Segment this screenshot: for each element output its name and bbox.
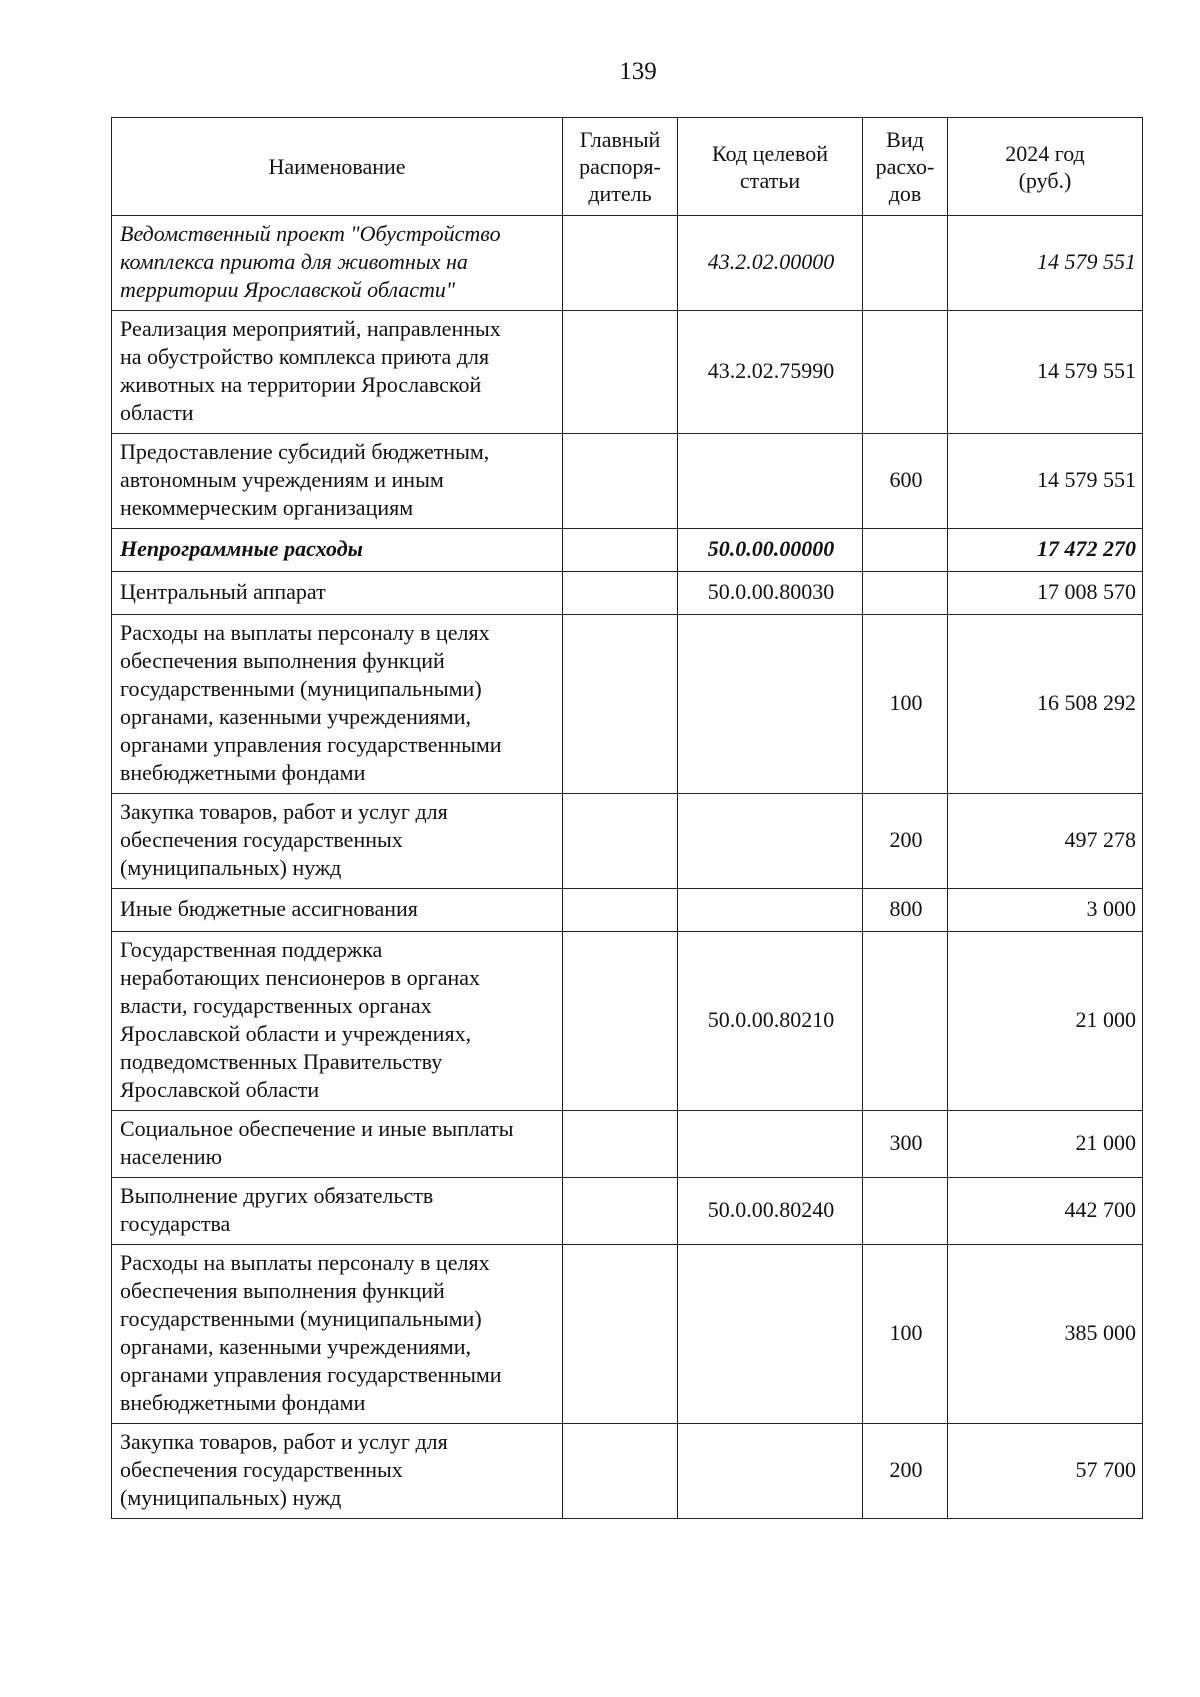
header-row <box>112 118 1143 216</box>
row-expense-type: 300 <box>863 1111 948 1178</box>
header-expense-type: Вид расхо- дов <box>863 118 948 216</box>
row-amount: 57 700 <box>948 1424 1143 1519</box>
row-name: Реализация мероприятий, направленных на обустройство комплекса приюта для животных на территории Ярославской области <box>112 311 563 434</box>
row-amount: 14 579 551 <box>948 216 1143 311</box>
row-expense-type: 200 <box>863 794 948 889</box>
row-amount: 17 472 270 <box>948 529 1143 572</box>
row-name: Выполнение других обязательств государства <box>112 1178 563 1245</box>
row-target-code: 50.0.00.80030 <box>678 572 863 615</box>
table-row <box>112 572 1143 615</box>
row-amount: 14 579 551 <box>948 311 1143 434</box>
row-amount: 14 579 551 <box>948 434 1143 529</box>
header-year-amount: 2024 год (руб.) <box>948 118 1143 216</box>
row-target-code <box>678 1245 863 1424</box>
row-main-manager <box>563 932 678 1111</box>
row-target-code: 43.2.02.00000 <box>678 216 863 311</box>
row-name: Предоставление субсидий бюджетным, автономным учреждениям и иным некоммерческим организациям <box>112 434 563 529</box>
row-target-code: 50.0.00.80210 <box>678 932 863 1111</box>
header-main-manager: Главный распоря- дитель <box>563 118 678 216</box>
row-main-manager <box>563 1245 678 1424</box>
row-main-manager <box>563 529 678 572</box>
row-amount: 17 008 570 <box>948 572 1143 615</box>
row-target-code <box>678 615 863 794</box>
row-target-code: 50.0.00.80240 <box>678 1178 863 1245</box>
row-expense-type <box>863 216 948 311</box>
table-row <box>112 1178 1143 1245</box>
row-main-manager <box>563 216 678 311</box>
row-target-code: 50.0.00.00000 <box>678 529 863 572</box>
table-row <box>112 311 1143 434</box>
row-name: Государственная поддержка неработающих пенсионеров в органах власти, государственных органах Ярославской области и учреждениях, подведомственных Правительству Ярославской области <box>112 932 563 1111</box>
row-name: Социальное обеспечение и иные выплаты населению <box>112 1111 563 1178</box>
table-row <box>112 434 1143 529</box>
row-expense-type <box>863 311 948 434</box>
row-name: Закупка товаров, работ и услуг для обеспечения государственных (муниципальных) нужд <box>112 794 563 889</box>
budget-table <box>111 117 1143 1519</box>
row-name: Иные бюджетные ассигнования <box>112 889 563 932</box>
row-name: Ведомственный проект "Обустройство комплекса приюта для животных на территории Ярославской области" <box>112 216 563 311</box>
row-main-manager <box>563 1111 678 1178</box>
header-target-code: Код целевой статьи <box>678 118 863 216</box>
row-expense-type: 200 <box>863 1424 948 1519</box>
row-target-code: 43.2.02.75990 <box>678 311 863 434</box>
table-row <box>112 1424 1143 1519</box>
row-name: Центральный аппарат <box>112 572 563 615</box>
row-main-manager <box>563 1424 678 1519</box>
row-expense-type: 800 <box>863 889 948 932</box>
row-expense-type: 100 <box>863 615 948 794</box>
row-expense-type <box>863 572 948 615</box>
row-amount: 21 000 <box>948 1111 1143 1178</box>
row-main-manager <box>563 794 678 889</box>
row-main-manager <box>563 311 678 434</box>
table-row <box>112 615 1143 794</box>
row-expense-type <box>863 529 948 572</box>
table-row <box>112 794 1143 889</box>
row-main-manager <box>563 1178 678 1245</box>
table-body <box>112 216 1143 1519</box>
row-amount: 497 278 <box>948 794 1143 889</box>
row-name: Непрограммные расходы <box>112 529 563 572</box>
row-main-manager <box>563 615 678 794</box>
row-amount: 442 700 <box>948 1178 1143 1245</box>
table-row <box>112 889 1143 932</box>
table-row <box>112 216 1143 311</box>
row-target-code <box>678 1111 863 1178</box>
header-name: Наименование <box>112 118 563 216</box>
page-number: 139 <box>619 58 657 85</box>
table-row <box>112 1245 1143 1424</box>
row-amount: 21 000 <box>948 932 1143 1111</box>
row-target-code <box>678 794 863 889</box>
row-expense-type <box>863 932 948 1111</box>
row-amount: 3 000 <box>948 889 1143 932</box>
row-main-manager <box>563 434 678 529</box>
table-row <box>112 932 1143 1111</box>
row-name: Закупка товаров, работ и услуг для обеспечения государственных (муниципальных) нужд <box>112 1424 563 1519</box>
row-target-code <box>678 1424 863 1519</box>
table-row <box>112 1111 1143 1178</box>
row-amount: 16 508 292 <box>948 615 1143 794</box>
row-target-code <box>678 434 863 529</box>
row-name: Расходы на выплаты персоналу в целях обеспечения выполнения функций государственными (муниципальными) органами, казенными учреждениями, органами управления государственными внебюджетными фондами <box>112 615 563 794</box>
row-expense-type: 100 <box>863 1245 948 1424</box>
row-target-code <box>678 889 863 932</box>
row-expense-type: 600 <box>863 434 948 529</box>
row-main-manager <box>563 889 678 932</box>
row-name: Расходы на выплаты персоналу в целях обеспечения выполнения функций государственными (муниципальными) органами, казенными учреждениями, органами управления государственными внебюджетными фондами <box>112 1245 563 1424</box>
row-main-manager <box>563 572 678 615</box>
row-expense-type <box>863 1178 948 1245</box>
row-amount: 385 000 <box>948 1245 1143 1424</box>
table-row <box>112 529 1143 572</box>
